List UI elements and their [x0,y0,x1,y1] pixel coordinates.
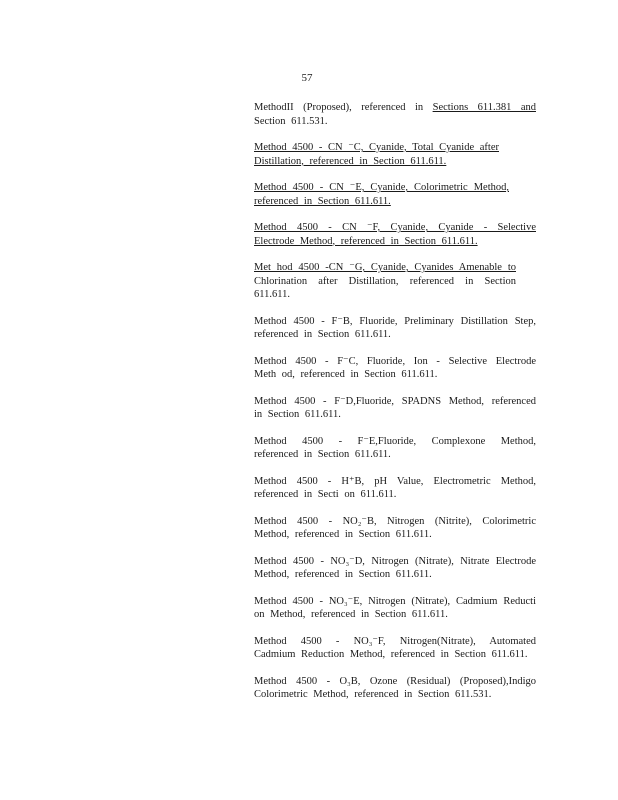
entry-text: Method 4500 - NO₃⁻F, Nitrogen(Nitrate), Automated Cadmium Reduction Method, referenced in Section 611.611. [254,635,536,660]
entry-underlined-text: Method 4500 - CN ⁻E, Cyanide, Colorimetric Method, referenced in Section 611.611. [254,182,509,207]
reference-entry [254,595,536,622]
entry-text: Section 611.531. [254,115,328,127]
entry-underlined-text: Met hod 4500 -CN ⁻G, Cyanide, Cyanides Amenable to [254,262,516,273]
reference-entry [254,395,536,422]
reference-entry [254,555,536,582]
reference-entry [254,181,509,208]
reference-list [254,101,536,715]
reference-entry [254,475,536,502]
entry-underlined-text: Sections 611.381 and [432,102,536,113]
reference-entry [254,435,536,462]
page-number [0,72,618,84]
entry-text: Chlorination after Distillation, referenced in Section 611.611. [254,275,516,300]
entry-text: Method 4500 - H⁺B, pH Value, Electrometric Method, referenced in Secti on 611.611. [254,475,536,500]
entry-text: Method 4500 - F⁻D,Fluoride, SPADNS Method, referenced in Section 611.611. [254,395,536,420]
reference-entry [254,141,499,168]
page-number-text: 57 [301,72,313,84]
reference-entry [254,261,516,302]
entry-text: Method 4500 - F⁻C, Fluoride, Ion - Selective Electrode Meth od, referenced in Section 611.611. [254,355,536,380]
entry-text: Method 4500 - NO₂⁻B, Nitrogen (Nitrite), Colorimetric Method, referenced in Section 611.611. [254,515,536,540]
entry-underlined-text: Method 4500 - CN ⁻C, Cyanide, Total Cyanide after Distillation, referenced in Section 611.611. [254,142,499,167]
reference-entry [254,315,536,342]
entry-text: Method 4500 - NO₃⁻D, Nitrogen (Nitrate), Nitrate Electrode Method, referenced in Section 611.611. [254,555,536,580]
entry-text: MethodII (Proposed), referenced in [254,102,433,113]
reference-entry [254,515,536,542]
entry-text: Method 4500 - F⁻E,Fluoride, Complexone Method, referenced in Section 611.611. [254,435,536,460]
entry-underlined-text: Method 4500 - CN ⁻F, Cyanide, Cyanide - Selective Electrode Method, referenced in Section 611.611. [254,222,536,247]
reference-entry [254,635,536,662]
reference-entry [254,101,536,128]
reference-entry [254,355,536,382]
entry-text: Method 4500 - O₃B, Ozone (Residual) (Proposed),Indigo Colorimetric Method, referenced in Section 611.531. [254,675,536,700]
reference-entry [254,221,536,248]
entry-text: Method 4500 - F⁻B, Fluoride, Preliminary Distillation Step, referenced in Section 611.611. [254,315,536,340]
reference-entry [254,675,536,702]
entry-text: Method 4500 - NO₃⁻E, Nitrogen (Nitrate), Cadmium Reducti on Method, referenced in Section 611.611. [254,595,536,620]
